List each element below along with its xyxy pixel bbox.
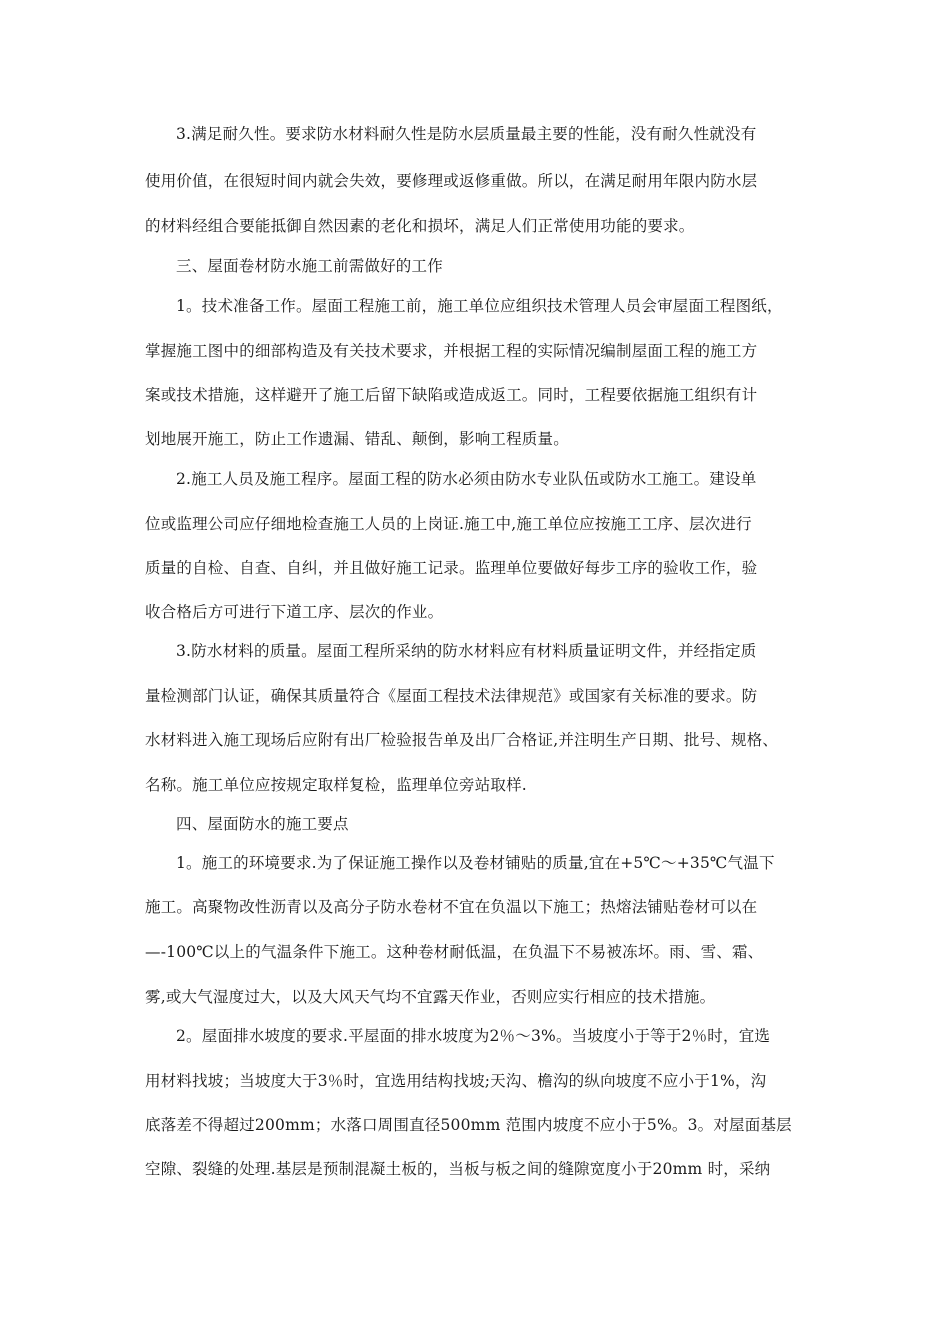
paragraph-line: 2.施工人员及施工程序。屋面工程的防水必须由防水专业队伍或防水工施工。建设单 <box>176 470 757 488</box>
paragraph-line: 位或监理公司应仔细地检查施工人员的上岗证.施工中,施工单位应按施工工序、层次进行 <box>145 515 752 533</box>
paragraph-line: 划地展开施工，防止工作遗漏、错乱、颠倒，影响工程质量。 <box>145 430 569 448</box>
section-heading: 四、屋面防水的施工要点 <box>176 815 349 833</box>
paragraph-line: 3.防水材料的质量。屋面工程所采纳的防水材料应有材料质量证明文件，并经指定质 <box>176 642 757 660</box>
section-heading: 三、屋面卷材防水施工前需做好的工作 <box>176 257 443 275</box>
paragraph-line: 掌握施工图中的细部构造及有关技术要求，并根据工程的实际情况编制屋面工程的施工方 <box>145 342 758 360</box>
paragraph-line: 3.满足耐久性。要求防水材料耐久性是防水层质量最主要的性能，没有耐久性就没有 <box>176 125 757 143</box>
paragraph-line: 使用价值，在很短时间内就会失效，要修理或返修重做。所以，在满足耐用年限内防水层 <box>145 172 758 190</box>
paragraph-line: 底落差不得超过200mm；水落口周围直径500mm 范围内坡度不应小于5%。3。对屋面基层 <box>145 1116 792 1134</box>
paragraph-line: 的材料经组合要能抵御自然因素的老化和损坏，满足人们正常使用功能的要求。 <box>145 217 695 235</box>
paragraph-line: —-100℃以上的气温条件下施工。这种卷材耐低温，在负温下不易被冻坏。雨、雪、霜、 <box>145 943 764 961</box>
paragraph-line: 收合格后方可进行下道工序、层次的作业。 <box>145 603 444 621</box>
paragraph-line: 用材料找坡；当坡度大于3％时，宜选用结构找坡;天沟、檐沟的纵向坡度不应小于1%，沟 <box>145 1072 767 1090</box>
paragraph-line: 1。施工的环境要求.为了保证施工操作以及卷材铺贴的质量,宜在+5℃～+35℃气温下 <box>176 854 775 872</box>
paragraph-line: 水材料进入施工现场后应附有出厂检验报告单及出厂合格证,并注明生产日期、批号、规格、 <box>145 731 779 749</box>
paragraph-line: 1。技术准备工作。屋面工程施工前，施工单位应组织技术管理人员会审屋面工程图纸， <box>176 297 783 315</box>
paragraph-line: 质量的自检、自查、自纠，并且做好施工记录。监理单位要做好每步工序的验收工作，验 <box>145 559 758 577</box>
paragraph-line: 2。屋面排水坡度的要求.平屋面的排水坡度为2％～3%。当坡度小于等于2％时，宜选 <box>176 1027 771 1045</box>
paragraph-line: 雾,或大气湿度过大，以及大风天气均不宜露天作业，否则应实行相应的技术措施。 <box>145 988 716 1006</box>
paragraph-line: 名称。施工单位应按规定取样复检，监理单位旁站取样. <box>145 776 527 794</box>
paragraph-line: 空隙、裂缝的处理.基层是预制混凝土板的，当板与板之间的缝隙宽度小于20mm 时，采纳 <box>145 1160 771 1178</box>
paragraph-line: 案或技术措施，这样避开了施工后留下缺陷或造成返工。同时，工程要依据施工组织有计 <box>145 386 758 404</box>
paragraph-line: 量检测部门认证，确保其质量符合《屋面工程技术法律规范》或国家有关标准的要求。防 <box>145 687 758 705</box>
paragraph-line: 施工。高聚物改性沥青以及高分子防水卷材不宜在负温以下施工；热熔法铺贴卷材可以在 <box>145 898 758 916</box>
